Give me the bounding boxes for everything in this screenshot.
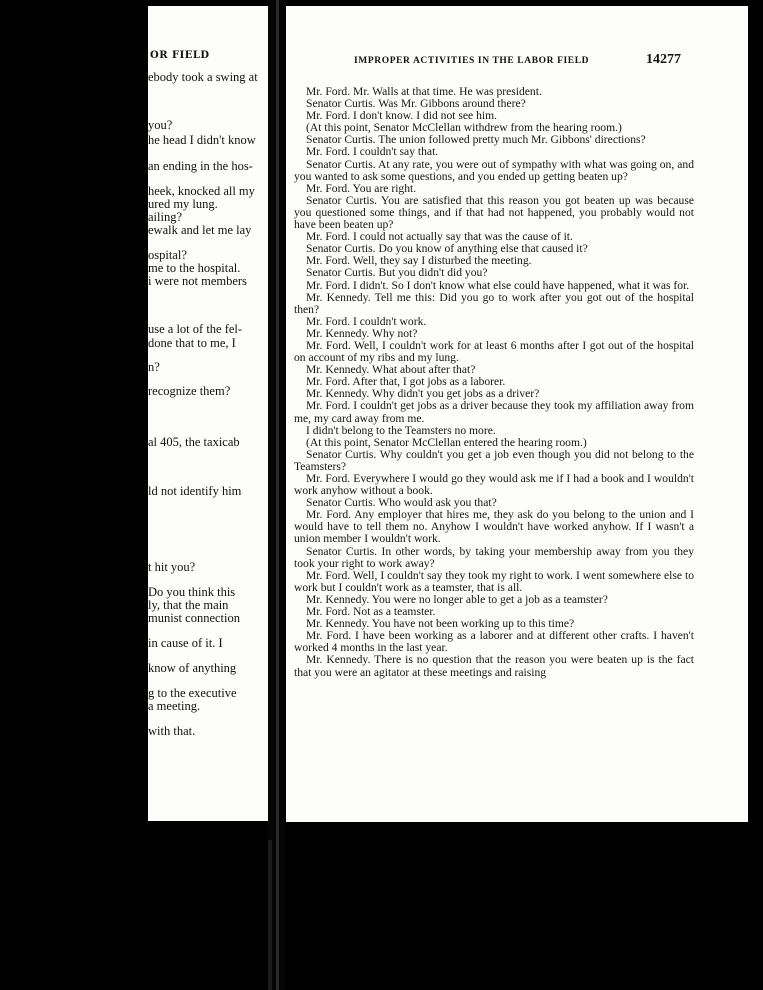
transcript-paragraph: Senator Curtis. The union followed pretty much Mr. Gibbons' directions?: [306, 133, 646, 147]
transcript-paragraph: Mr. Ford. You are right.: [306, 181, 417, 195]
left-text-line: n?: [148, 360, 160, 374]
transcript-paragraph: Mr. Ford. Well, they say I disturbed the meeting.: [306, 254, 532, 268]
transcript-paragraph: Mr. Ford. After that, I got jobs as a laborer.: [306, 375, 506, 389]
left-text-line: an ending in the hos-: [148, 159, 253, 173]
left-text-line: ured my lung.: [148, 197, 218, 211]
transcript-paragraph: Mr. Kennedy. You were no longer able to get a job as a teamster?: [306, 592, 608, 606]
left-text-line: done that to me, I: [148, 336, 236, 350]
left-text-line: recognize them?: [148, 384, 231, 398]
transcript-paragraph: Mr. Kennedy. Tell me this: Did you go to work after you got out of the hospital then?: [294, 290, 694, 316]
transcript-paragraph: Mr. Ford. I couldn't get jobs as a driver because they took my affiliation away from me, my card away from me.: [294, 399, 694, 425]
transcript-paragraph: Mr. Kennedy. There is no question that the reason you were beaten up is the fact that you were an agitator at these meetings and raising: [294, 653, 694, 679]
left-text-line: ly, that the main: [148, 598, 229, 612]
gutter-line: [276, 0, 279, 990]
left-text-line: know of anything: [148, 661, 237, 675]
left-text-line: you?: [148, 118, 173, 132]
left-text-line: me to the hospital.: [148, 261, 241, 275]
transcript-paragraph: I didn't belong to the Teamsters no more.: [306, 423, 496, 437]
transcript-paragraph: Mr. Ford. I could not actually say that was the cause of it.: [306, 230, 573, 244]
left-text-line: ebody took a swing at: [148, 70, 258, 84]
transcript-paragraph: Senator Curtis. Was Mr. Gibbons around there?: [306, 97, 526, 111]
left-text-line: Do you think this: [148, 585, 236, 599]
left-text-line: t hit you?: [148, 560, 196, 574]
page-number: 14277: [646, 52, 681, 67]
transcript-paragraph: Mr. Ford. I didn't. So I don't know what else could have happened, what it was for.: [306, 278, 690, 292]
left-text-line: al 405, the taxicab: [148, 435, 240, 449]
transcript-paragraph: Senator Curtis. At any rate, you were out of sympathy with what was going on, and you wanted to ask some questions, and you ended up getting beaten up?: [294, 157, 694, 183]
transcript-paragraph: Senator Curtis. Who would ask you that?: [306, 496, 497, 510]
transcript-paragraph: Mr. Kennedy. Why didn't you get jobs as a driver?: [306, 387, 540, 401]
left-running-head: OR FIELD: [150, 50, 210, 61]
left-text-line: ospital?: [148, 248, 187, 262]
transcript-paragraph: Mr. Ford. Everywhere I would go they would ask me if I had a book and I wouldn't work anyhow without a book.: [294, 472, 694, 498]
left-page-fragment: [148, 6, 268, 821]
transcript-paragraph: Mr. Kennedy. Why not?: [306, 326, 418, 340]
left-text-line: ld not identify him: [148, 484, 242, 498]
transcript-paragraph: Mr. Ford. Well, I couldn't say they took my right to work. I went somewhere else to work but I couldn't work as a teamster, that is all.: [294, 568, 694, 594]
transcript-paragraph: Senator Curtis. But you didn't did you?: [306, 266, 488, 280]
left-text-line: he head I didn't know: [148, 133, 256, 147]
left-text-line: ewalk and let me lay: [148, 223, 252, 237]
transcript-paragraph: Mr. Kennedy. What about after that?: [306, 363, 476, 377]
transcript-paragraph: Mr. Ford. Any employer that hires me, they ask do you belong to the union and I would have to tell them no. Anyhow I wouldn't have worked anyhow. If I wasn't a union member I wouldn't work.: [294, 508, 694, 546]
left-text-line: i were not members: [148, 274, 247, 288]
left-text-line: heek, knocked all my: [148, 184, 255, 198]
transcript-paragraph: (At this point, Senator McClellan withdrew from the hearing room.): [306, 121, 622, 135]
transcript-paragraph: Senator Curtis. In other words, by taking your membership away from you they took your right to work away?: [294, 544, 694, 570]
transcript-paragraph: Mr. Ford. Mr. Walls at that time. He was president.: [306, 85, 542, 98]
transcript-paragraph: Senator Curtis. Why couldn't you get a job even though you did not belong to the Teamsters?: [294, 447, 694, 473]
hearing-transcript: [294, 86, 694, 679]
transcript-paragraph: Senator Curtis. You are satisfied that this reason you got beaten up was because you questioned some things, and if that had not happened, you probably would not have been beaten up?: [294, 193, 694, 232]
left-text-line: in cause of it. I: [148, 636, 223, 650]
scan-border: [748, 0, 763, 990]
transcript-paragraph: Mr. Ford. Not as a teamster.: [306, 605, 436, 619]
transcript-paragraph: Mr. Ford. I couldn't work.: [306, 314, 427, 328]
left-text-line: a meeting.: [148, 699, 201, 713]
left-text-line: ailing?: [148, 210, 183, 224]
left-text-line: with that.: [148, 724, 196, 738]
transcript-paragraph: Mr. Ford. I couldn't say that.: [306, 145, 439, 159]
transcript-paragraph: Mr. Kennedy. You have not been working up to this time?: [306, 617, 575, 631]
transcript-paragraph: Senator Curtis. Do you know of anything else that caused it?: [306, 242, 588, 256]
left-text-line: use a lot of the fel-: [148, 322, 243, 336]
left-text-line: g to the executive: [148, 686, 237, 700]
transcript-paragraph: Mr. Ford. Well, I couldn't work for at least 6 months after I got out of the hospital on account of my ribs and my lung.: [294, 338, 694, 365]
transcript-paragraph: (At this point, Senator McClellan entered the hearing room.): [306, 435, 587, 449]
transcript-paragraph: Mr. Ford. I have been working as a laborer and at different other crafts. I haven't worked 4 months in the last year.: [294, 629, 694, 655]
left-text-line: munist connection: [148, 611, 240, 625]
running-head: IMPROPER ACTIVITIES IN THE LABOR FIELD: [354, 56, 590, 66]
scan-streak: [268, 840, 272, 990]
transcript-paragraph: Mr. Ford. I don't know. I did not see him.: [306, 109, 498, 123]
right-page: [286, 6, 748, 822]
